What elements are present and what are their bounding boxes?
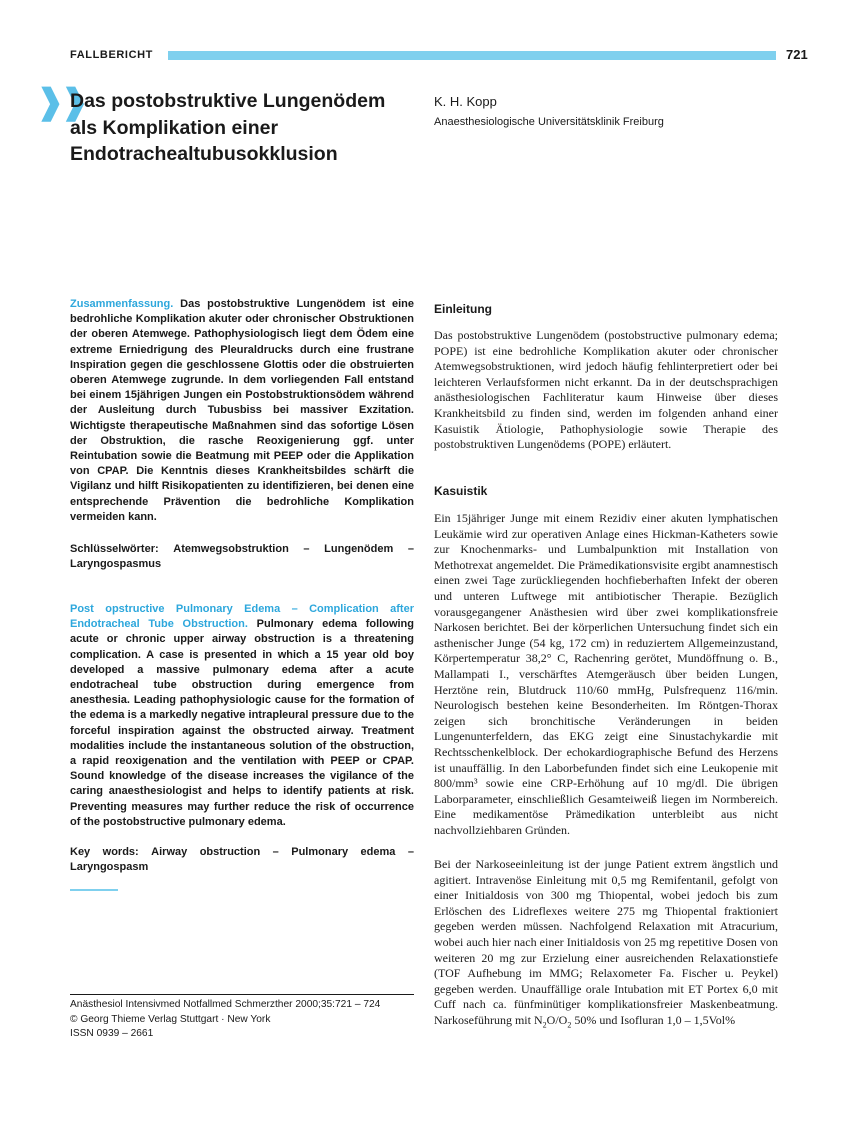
- citation-issn: ISSN 0939 – 2661: [70, 1028, 154, 1039]
- header-color-bar: [168, 51, 776, 60]
- decorative-rule: [70, 889, 118, 891]
- keywords-english-text: Airway obstruction – Pulmonary edema – Laryngospasm: [70, 846, 414, 874]
- paragraph-kasuistik-1: Ein 15jähriger Junge mit einem Rezidiv einer akuten lymphatischen Leukämie wird zur operativen Anlage eines Hickman-Katheters sowie zur Knochenmarks- und Lumbalpunktion mit Installation von Methotrexat angemeldet. Die Prämedikationsvisite ergibt anamnestisch einen zwei Tage zurückliegenden hochfieberhaften Infekt der oberen und unteren Luftwege mit antibiotischer Therapie. Bezüglich vorausgegangener Anästhesien wird über zwei komplikationsfreie Narkosen berichtet. Bei der körperlichen Untersuchung findet sich ein asthenischer Junge (54 kg, 172 cm) in reduziertem Allgemeinzustand, Körpertemperatur 38,2° C, Rachenring gerötet, Mundöffnung o. B., Mallampati I., verschärftes Atemgeräusch über beiden Lungen, Herztöne rein, Blutdruck 110/60 mmHg, Pulsfrequenz 116/min. Neurologisch bestehen keine Besonderheiten. Im Röntgen-Thorax zeigen sich bronchitische Veränderungen in beiden Lungenunterfeldern, das EKG zeigt eine Sinustachykardie mit Rechtsschenkelblock. Der echokardiographische Befund des Herzens ist unauffällig. In den Laborbefunden findet sich eine Leukopenie mit 800/mm³ sowie eine CRP-Erhöhung auf 10 mg/dl. Die übrigen Laborparameter, einschließlich Gesamteiweiß liegen im Normbereich. Eine medikamentöse Prämedikation unterbleibt aus nicht nachvollziehbaren Gründen.: [434, 511, 778, 837]
- abstract-english-label: Post opstructive Pulmonary Edema – Complication after Endotracheal Tube Obstruction.: [70, 603, 414, 631]
- paragraph-kasuistik-2-part-b: O/O: [546, 1012, 568, 1027]
- keywords-german-label: Schlüsselwörter:: [70, 543, 159, 555]
- keywords-english-label: Key words:: [70, 846, 139, 858]
- article-title: Das postobstruktive Lungenödem als Komplikation einer Endotrachealtubusokklusion: [70, 90, 386, 165]
- section-heading-kasuistik: Kasuistik: [434, 484, 488, 498]
- keywords-german: [70, 542, 414, 572]
- keywords-german-text: Atemwegsobstruktion – Lungenödem – Laryngospasmus: [70, 543, 414, 571]
- section-heading-einleitung: Einleitung: [434, 302, 492, 316]
- abstract-english: [70, 602, 414, 830]
- keywords-english: [70, 845, 414, 875]
- paragraph-kasuistik-2-part-c: 50% und Isofluran 1,0 – 1,5Vol%: [571, 1012, 736, 1027]
- page-number: 721: [786, 47, 808, 62]
- paragraph-kasuistik-2-part-a: Bei der Narkoseeinleitung ist der junge Patient extrem ängstlich und agitiert. Intravenöse Einleitung mit 0,5 mg Remifentanil, gefolgt von einer Initialdosis von 300 mg Thiopental, wobei jedoch bis zum Erlöschen des Lidreflexes weitere 275 mg Thiopental fraktioniert gegeben werden müssen. Nachfolgend Relaxation mit Atracurium, wobei auch hier nach einer Initialdosis von 25 mg repetitive Dosen von weiteren 20 mg zur Erzielung einer ausreichenden Relaxationstiefe (TOF Aufhebung im MMG; Relaxometer Fa. Fischer u. Peykel) gegeben werden. Unauffällige orale Intubation mit ET Portex 6,0 mit Cuff nach ca. fünfminütiger komplikationsfreier Maskenbeatmung. Narkoseführung mit N: [434, 857, 778, 1027]
- author-affiliation: Anaesthesiologische Universitätsklinik Freiburg: [434, 116, 664, 128]
- paragraph-einleitung: Das postobstruktive Lungenödem (postobstructive pulmonary edema; POPE) ist eine bedrohliche Komplikation akuter oder chronischer Atemwegsobstruktionen, wird jedoch häufig fehlinterpretiert oder bei leichteren Verlaufsformen nicht erkannt. Da in der deutschsprachigen anästhesiologischen Fachliteratur kaum Hinweise über dieses Krankheitsbild zu finden sind, werden im folgenden anhand einer Kasuistik Ätiologie, Pathophysiologie sowie Therapie des postobstruktiven Lungenödems (POPE) erläutert.: [434, 328, 778, 452]
- abstract-german-text: Das postobstruktive Lungenödem ist eine bedrohliche Komplikation akuter oder chronischer Obstruktionen der oberen Atemwege. Pathophysiologisch liegt dem Ödem eine extreme Erniedrigung des Pleuraldrucks durch eine frustrane Inspiration gegen die geschlossene Glottis oder die obstruierten oberen Atemwege zugrunde. In dem vorliegenden Fall entstand bei einem 15jährigen Jungen ein Postobstruktionsödem während der Ausleitung durch Tubusbiss bei massiver Exzitation. Wichtigste therapeutische Maßnahmen sind das sofortige Lösen der Obstruktion, die rasche Reoxigenierung ggf. unter Reintubation sowie die Beatmung mit PEEP oder die Applikation von CPAP. Die Kenntnis dieses Krankheitsbildes schärft die Vigilanz und hilft Risikopatienten zu identifizieren, bei denen eine entsprechende Prävention die bedrohliche Komplikation vermeiden kann.: [70, 298, 414, 523]
- subscript-2: 2: [542, 1020, 547, 1030]
- citation-publisher: © Georg Thieme Verlag Stuttgart · New York: [70, 1013, 271, 1025]
- running-header-section: FALLBERICHT: [70, 49, 153, 61]
- citation-journal: Anästhesiol Intensivmed Notfallmed Schmerzther 2000;35:721 – 724: [70, 999, 381, 1010]
- abstract-german: [70, 297, 414, 525]
- citation-rule: [70, 994, 414, 995]
- double-chevron-icon: ❱❱: [36, 84, 85, 121]
- author-name: K. H. Kopp: [434, 94, 497, 109]
- abstract-english-text: Pulmonary edema following acute or chronic upper airway obstruction is a threatening complication. A case is presented in which a 15 year old boy developed a massive pulmonary edema after a acute endotracheal tube obstruction during emergence from anesthesia. Leading pathophysiologic cause for the formation of the edema is a markedly negative intrapleural pressure due to the forceful inspiration against the obstructed airway. Treatment modalities include the instantaneous solution of the obstruction, a rapid reoxigenation and the ventilation with PEEP or CPAP. Sound knowledge of the disease increases the vigilance of the caring anaesthesiologist and helps to identify patients at risk. Preventing measures may further reduce the risk of occurrence of the postobstructive pulmonary edema.: [70, 618, 414, 828]
- citation-block: [70, 998, 414, 1042]
- paragraph-kasuistik-2: [434, 857, 778, 1033]
- abstract-german-label: Zusammenfassung.: [70, 298, 174, 310]
- subscript-2: 2: [567, 1020, 572, 1030]
